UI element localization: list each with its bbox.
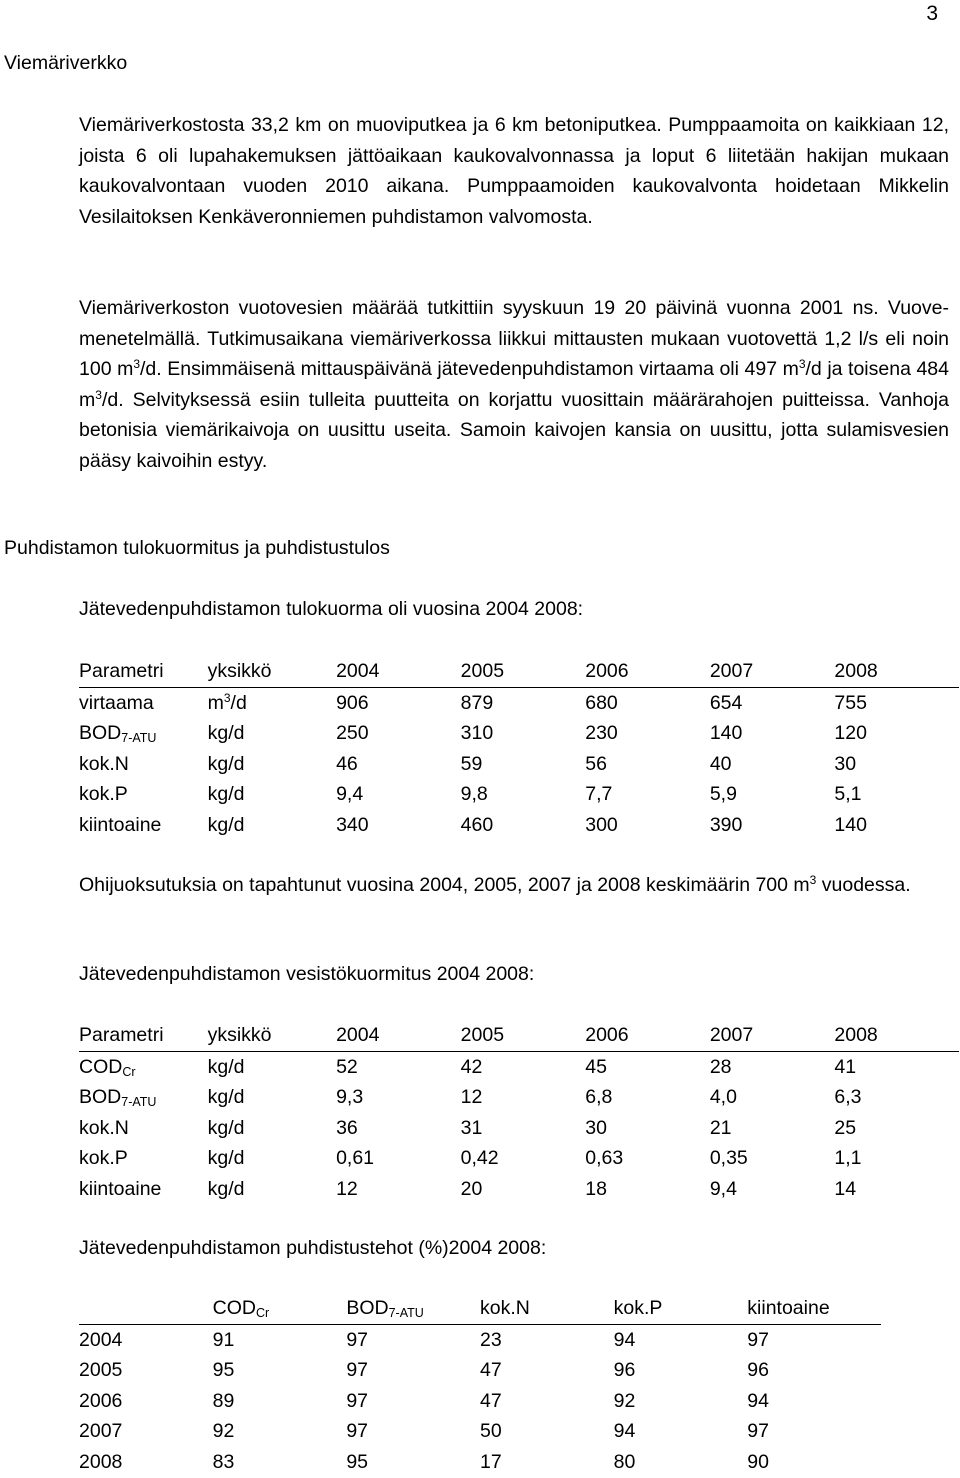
table-cell-year: 2008 (79, 1450, 123, 1473)
bypass-note (79, 870, 949, 901)
table-cell-parameter (79, 1143, 208, 1174)
table-header-cell: 2008 (834, 656, 959, 687)
table-cell-year: 2004 (79, 1328, 123, 1351)
parameter-name: kok.N (479, 1297, 530, 1319)
table-cell-value: 755 (834, 691, 867, 714)
table-header-row (79, 1293, 881, 1324)
table-cell-parameter (79, 687, 208, 718)
table-cell-value: 9,4 (709, 1177, 737, 1200)
table-header-cell-empty (79, 1293, 213, 1324)
table-cell-value: 0,61 (336, 1147, 375, 1170)
table-cell-value: 0,35 (709, 1147, 748, 1170)
table-header-cell: 2008 (834, 1020, 959, 1051)
parameter-name: kok.P (79, 1147, 128, 1170)
table-header-cell: Parametri (79, 1020, 208, 1051)
table-row (79, 749, 959, 780)
table-cell-value: 91 (212, 1328, 235, 1351)
text-segment: vuodessa. (816, 874, 911, 896)
parameter-name: kiintoaine (79, 813, 162, 836)
parameter-subscript: 7-ATU (388, 1306, 424, 1320)
table-cell-parameter (614, 1293, 748, 1324)
table-cell-value: 7,7 (585, 783, 613, 806)
table-cell-value: 30 (585, 1116, 607, 1139)
table-cell-value: 30 (834, 752, 857, 775)
table-cell-year: 2006 (79, 1389, 123, 1412)
table-cell-value: 879 (460, 691, 494, 714)
table-row (79, 1355, 881, 1386)
table-cell-value: 20 (460, 1177, 483, 1200)
table-cell-unit: kg/d (207, 1177, 245, 1200)
parameter-name: BOD (79, 722, 122, 745)
table-cell-value: 47 (479, 1359, 502, 1382)
table-cell-unit (208, 810, 336, 841)
parameter-name: kok.P (79, 783, 128, 806)
table-cell-value: 300 (585, 813, 618, 836)
table-header-row (79, 1020, 959, 1051)
parameter-name: kiintoaine (747, 1297, 830, 1319)
parameter-name: kok.N (79, 752, 129, 775)
table2-caption: Jätevedenpuhdistamon vesistökuormitus 2004 2008: (79, 963, 535, 985)
table-header-cell: 2004 (336, 656, 461, 687)
table-cell-value: 140 (709, 722, 743, 745)
table-cell-value: 654 (709, 691, 743, 714)
table-header-cell: yksikkö (208, 1020, 336, 1051)
table-cell-parameter (79, 810, 208, 841)
table-cell-value: 90 (747, 1450, 769, 1473)
table-cell-value: 230 (585, 722, 618, 745)
table-cell-unit: kg/d (207, 1055, 245, 1078)
table-cell-value: 23 (479, 1328, 502, 1351)
unit-text: kg/d (207, 813, 245, 836)
table-cell-value: 12 (460, 1086, 483, 1109)
table-cell-value: 59 (460, 752, 483, 775)
parameter-subscript: 7-ATU (121, 1095, 157, 1110)
table-cell-value: 906 (336, 691, 369, 714)
table-row (79, 810, 959, 841)
table-cell-value: 14 (834, 1177, 857, 1200)
table-cell-parameter (79, 1082, 208, 1113)
table-cell-value: 4,0 (709, 1086, 737, 1109)
table-cell-value: 21 (709, 1116, 732, 1139)
table-header-cell: 2004 (336, 1020, 461, 1051)
table-cell-parameter (79, 1051, 208, 1082)
page-number: 3 (926, 2, 938, 25)
treatment-efficiency-table (79, 1293, 881, 1478)
inflow-load-table (79, 656, 959, 841)
table-cell-value: 97 (346, 1420, 369, 1443)
table-cell-value: 95 (212, 1359, 235, 1382)
table-cell-value: 97 (747, 1328, 769, 1351)
table-header-cell: 2007 (710, 1020, 835, 1051)
table-cell-value: 0,63 (585, 1147, 624, 1170)
table-cell-value: 97 (346, 1328, 369, 1351)
table-row (79, 779, 959, 810)
section-heading-puhdistamo: Puhdistamon tulokuormitus ja puhdistustulos (4, 537, 390, 559)
table-cell-value: 18 (585, 1177, 607, 1200)
table-header-cell: 2006 (585, 1020, 710, 1051)
table-cell-year: 2005 (79, 1359, 123, 1382)
table-cell-value: 52 (336, 1055, 358, 1078)
table-cell-unit (208, 749, 336, 780)
table-cell-parameter (213, 1293, 347, 1324)
table-cell-value: 9,4 (336, 783, 364, 806)
table-cell-value: 5,1 (834, 783, 862, 806)
table-cell-parameter (747, 1293, 881, 1324)
table-cell-value: 250 (336, 722, 369, 745)
table-row (79, 1174, 959, 1205)
paragraph-leakage-study (79, 293, 949, 477)
parameter-name: COD (212, 1297, 256, 1319)
table-row (79, 1113, 959, 1144)
table-cell-value: 460 (460, 813, 494, 836)
table3-caption: Jätevedenpuhdistamon puhdistustehot (%)2004 2008: (79, 1237, 547, 1259)
superscript: 3 (133, 357, 141, 372)
parameter-name: kok.P (613, 1297, 663, 1319)
table-cell-value: 28 (709, 1055, 732, 1078)
superscript: 3 (809, 873, 817, 887)
table-cell-parameter (346, 1293, 480, 1324)
table-row (79, 1143, 959, 1174)
table-header-cell: 2005 (461, 656, 586, 687)
table-cell-value: 0,42 (460, 1147, 499, 1170)
table-row (79, 1447, 881, 1478)
table-cell-value: 42 (460, 1055, 483, 1078)
table-row (79, 1416, 881, 1447)
table-cell-value: 41 (834, 1055, 857, 1078)
table-cell-value: 6,3 (834, 1086, 862, 1109)
superscript: 3 (95, 387, 102, 402)
table-row (79, 687, 959, 718)
parameter-name: kiintoaine (79, 1177, 162, 1200)
table-cell-unit: kg/d (207, 1116, 245, 1139)
parameter-subscript: 7-ATU (121, 731, 157, 746)
table-header-row (79, 656, 959, 687)
table-cell-parameter (79, 779, 208, 810)
table-row (79, 718, 959, 749)
unit-text: kg/d (207, 783, 245, 806)
parameter-subscript: Cr (122, 1064, 136, 1079)
table-cell-value: 89 (212, 1389, 235, 1412)
table-cell-value: 95 (346, 1450, 369, 1473)
unit-superscript: 3 (223, 690, 231, 705)
table-cell-value: 340 (336, 813, 369, 836)
parameter-name: BOD (346, 1297, 389, 1319)
table-cell-value: 6,8 (585, 1086, 613, 1109)
table-cell-value: 40 (709, 752, 732, 775)
text-segment: /d. Ensimmäisenä mittauspäivänä jätevedenpuhdistamon virtaama oli 497 m (140, 358, 799, 381)
parameter-name: BOD (79, 1086, 122, 1109)
table-cell-unit: kg/d (207, 1147, 245, 1170)
table-cell-value: 97 (346, 1359, 369, 1382)
table-cell-value: 25 (834, 1116, 857, 1139)
table-cell-value: 83 (212, 1450, 235, 1473)
table-cell-value: 46 (336, 752, 358, 775)
table-header-cell: 2007 (710, 656, 835, 687)
table-cell-value: 31 (460, 1116, 483, 1139)
table-cell-value: 310 (460, 722, 494, 745)
table-header-cell: yksikkö (208, 656, 336, 687)
text-segment: /d. Selvityksessä esiin tulleita puutteita on korjattu vuosittain määrärahojen puitteissa. Vanhoja betonisia viemärikaivoja on uusittu useita. Samoin kaivojen kansia on uusittu, jotta sulamisvesien pääsy kaivoihin estyy. (79, 388, 949, 472)
table-cell-value: 45 (585, 1055, 607, 1078)
table-cell-value: 120 (834, 722, 867, 745)
unit-text: kg/d (207, 722, 245, 745)
unit-text: kg/d (207, 752, 245, 775)
table-cell-value: 12 (336, 1177, 358, 1200)
table-cell-unit: kg/d (207, 1086, 245, 1109)
table-cell-value: 97 (346, 1389, 369, 1412)
table-row (79, 1082, 959, 1113)
table-cell-value: 36 (336, 1116, 358, 1139)
parameter-name: kok.N (79, 1116, 129, 1139)
table-cell-value: 50 (479, 1420, 502, 1443)
table-cell-value: 140 (834, 813, 867, 836)
table-cell-unit (208, 687, 336, 718)
parameter-name: virtaama (79, 691, 154, 714)
table-cell-parameter (79, 718, 208, 749)
table-row (79, 1051, 959, 1082)
table-cell-parameter (79, 1113, 208, 1144)
text-segment: Viemäriverkoston vuotovesien määrää tutkittiin syyskuun 19 20 päivinä vuonna 2001 ns. Vuove-menetelmällä. Tutkimusaikana viemäriverkossa liikkui mittausten mukaan vuotovettä 1,2 l/s eli noin 100 m (79, 297, 949, 381)
table-cell-value: 56 (585, 752, 607, 775)
superscript: 3 (798, 357, 806, 372)
table-cell-value: 80 (613, 1450, 636, 1473)
table-cell-value: 17 (479, 1450, 502, 1473)
table-cell-unit (208, 718, 336, 749)
table-cell-value: 94 (747, 1389, 769, 1412)
table-header-cell: 2005 (461, 1020, 586, 1051)
text-segment: Ohijuoksutuksia on tapahtunut vuosina 2004, 2005, 2007 ja 2008 keskimäärin 700 m (79, 874, 810, 896)
table-row (79, 1386, 881, 1417)
table-cell-value: 47 (479, 1389, 502, 1412)
unit-text: m (207, 691, 224, 714)
table-cell-parameter (480, 1293, 614, 1324)
section-heading-viemariverkko: Viemäriverkko (4, 52, 128, 74)
table-cell-value: 92 (212, 1420, 235, 1443)
discharge-load-table (79, 1020, 959, 1205)
table-cell-value: 5,9 (709, 783, 737, 806)
table-header-cell: Parametri (79, 656, 208, 687)
table-cell-year: 2007 (79, 1420, 123, 1443)
table-cell-value: 94 (613, 1328, 636, 1351)
table-row (79, 1324, 881, 1355)
table-cell-value: 390 (709, 813, 743, 836)
table-cell-value: 97 (747, 1420, 769, 1443)
unit-text: /d (230, 691, 247, 714)
table-header-cell: 2006 (585, 656, 710, 687)
table-cell-value: 680 (585, 691, 618, 714)
table-cell-unit (208, 779, 336, 810)
table-cell-value: 92 (613, 1389, 636, 1412)
text-segment: /d ja toisena 484 m (79, 358, 949, 411)
parameter-subscript: Cr (256, 1306, 270, 1320)
table-cell-parameter (79, 749, 208, 780)
table-cell-value: 9,3 (336, 1086, 364, 1109)
table-cell-value: 96 (613, 1359, 636, 1382)
table-cell-value: 1,1 (834, 1147, 862, 1170)
table-cell-parameter (79, 1174, 208, 1205)
paragraph-network-description: Viemäriverkostosta 33,2 km on muoviputkea ja 6 km betoniputkea. Pumppaamoita on kaikkiaan 12, joista 6 oli lupahakemuksen jättöaikaan kaukovalvonnassa ja loput 6 liitetään hakijan mukaan kaukovalvontaan vuoden 2010 aikana. Pumppaamoiden kaukovalvonta hoidetaan Mikkelin Vesilaitoksen Kenkäveronniemen puhdistamon valvomosta. (79, 114, 949, 228)
table-cell-value: 96 (747, 1359, 769, 1382)
parameter-name: COD (79, 1055, 123, 1078)
table1-caption: Jätevedenpuhdistamon tulokuorma oli vuosina 2004 2008: (79, 598, 584, 620)
table-cell-value: 9,8 (460, 783, 488, 806)
table-cell-value: 94 (613, 1420, 636, 1443)
